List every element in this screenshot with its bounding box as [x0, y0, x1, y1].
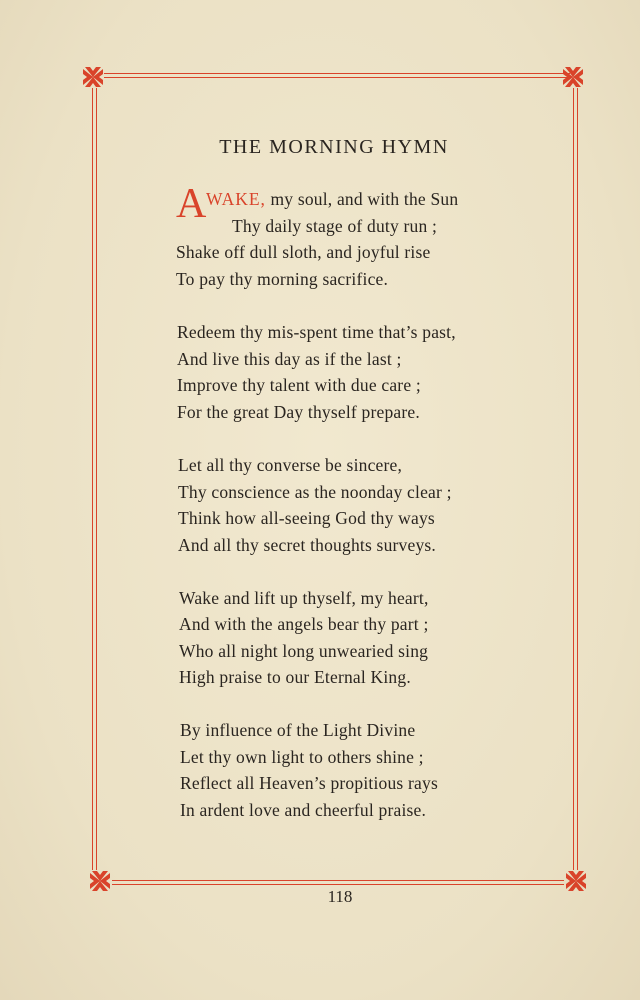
maltese-cross-icon [81, 65, 105, 89]
poem-line: High praise to our Eternal King. [179, 667, 411, 687]
frame-right-line [573, 88, 574, 870]
first-line-rest: my soul, and with the Sun [265, 189, 459, 209]
page-title: THE MORNING HYMN [219, 136, 449, 158]
frame-top-line [104, 73, 570, 74]
frame-top-line-inner [104, 77, 570, 78]
poem-line: Think how all-seeing God thy ways [178, 508, 435, 528]
poem-line: Let thy own light to others shine ; [180, 747, 424, 767]
page-number: 118 [327, 887, 353, 906]
poem-line: Reflect all Heaven’s propitious rays [180, 773, 438, 793]
poem-line: Wake and lift up thyself, my heart, [179, 588, 429, 608]
poem-line: Thy conscience as the noonday clear ; [178, 482, 452, 502]
poem-line: Who all night long unwearied sing [179, 641, 429, 661]
poem-line: For the great Day thyself prepare. [177, 402, 420, 422]
poem-line: Thy daily stage of duty run ; [232, 216, 438, 236]
poem-line: By influence of the Light Divine [180, 720, 416, 740]
poem-line: Improve thy talent with due care ; [177, 375, 421, 395]
maltese-cross-icon [561, 65, 585, 89]
poem-line: And with the angels bear thy part ; [179, 614, 429, 634]
poem-line: To pay thy morning sacrifice. [176, 269, 389, 289]
frame-bottom-line [112, 880, 564, 881]
poem-line: Let all thy converse be sincere, [178, 455, 403, 475]
frame-left-line [92, 88, 93, 870]
frame-left-line-inner [96, 88, 97, 870]
first-word-red: WAKE, [206, 189, 266, 209]
frame-right-line-inner [577, 88, 578, 870]
drop-cap: A [176, 181, 207, 227]
poem-line [206, 189, 458, 210]
poem-line: And live this day as if the last ; [177, 349, 402, 369]
poem-line: Redeem thy mis-spent time that’s past, [177, 322, 456, 342]
poem-line: And all thy secret thoughts surveys. [178, 535, 436, 555]
poem-line: Shake off dull sloth, and joyful rise [176, 242, 431, 262]
poem-line: In ardent love and cheerful praise. [180, 800, 427, 820]
frame-bottom-line-inner [112, 884, 564, 885]
